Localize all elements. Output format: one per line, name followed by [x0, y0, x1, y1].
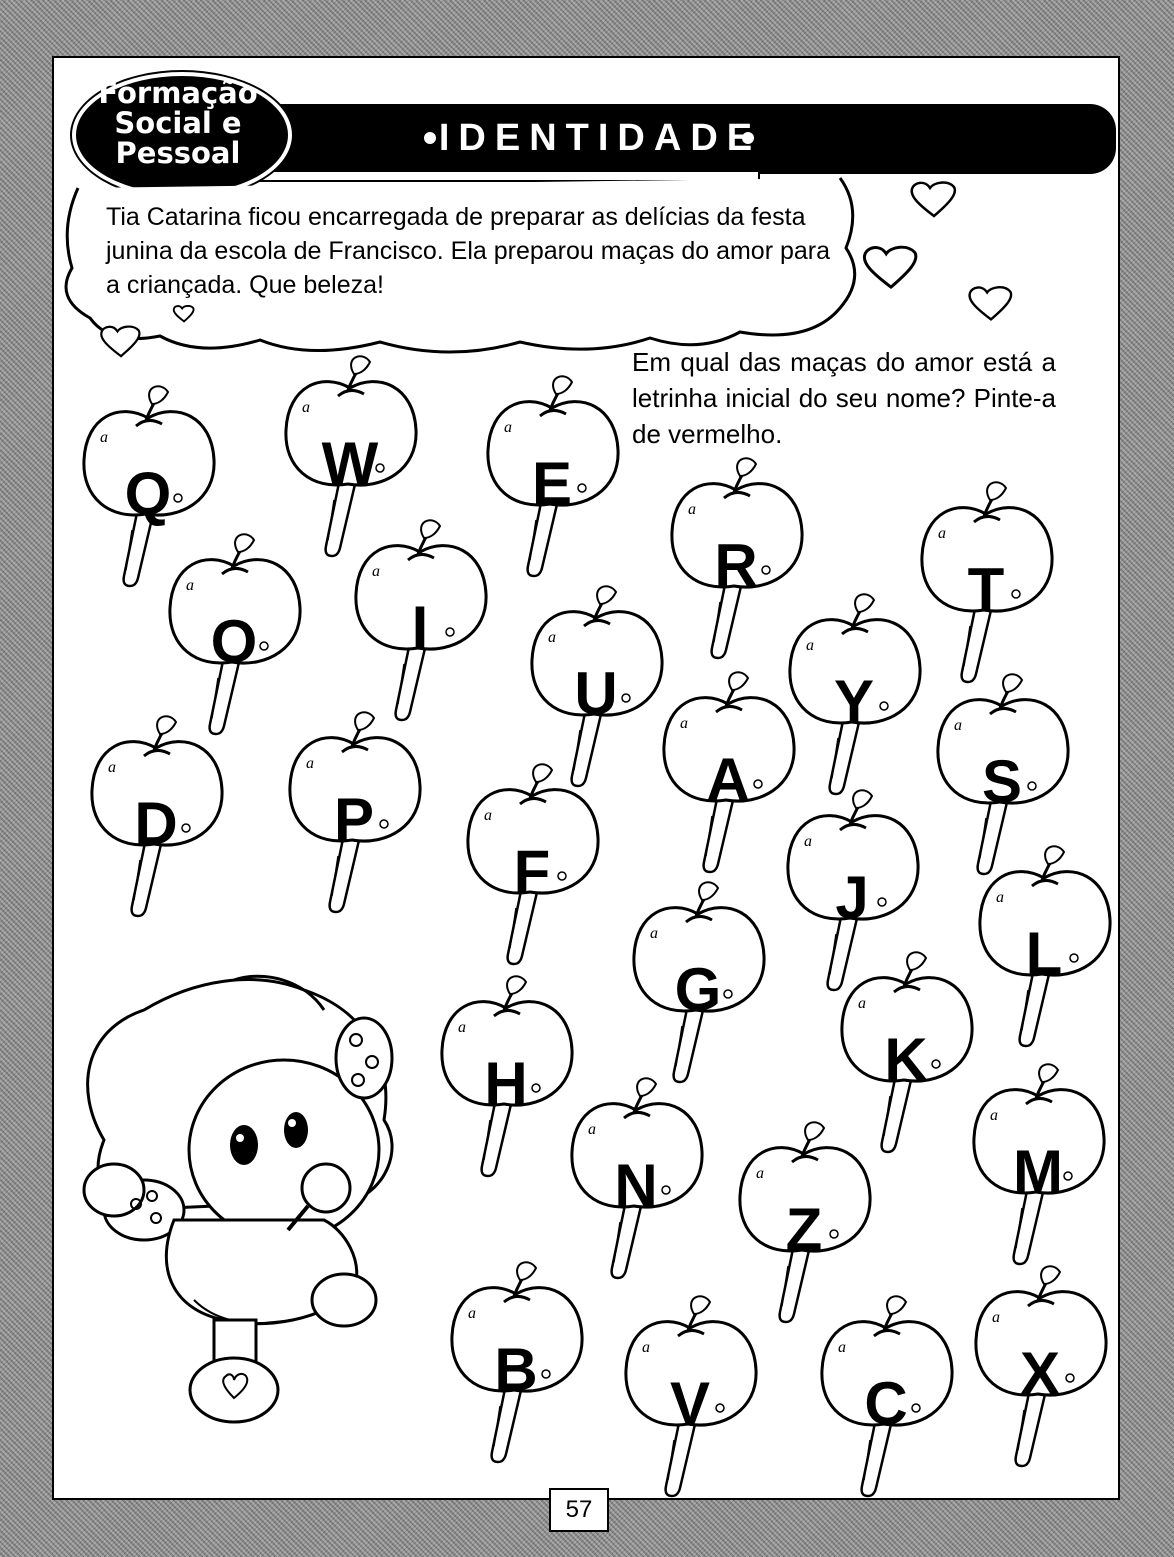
apple-letter: N [614, 1152, 658, 1219]
candy-apple-e[interactable] [484, 370, 634, 600]
svg-text:a: a [108, 759, 116, 776]
svg-text:a: a [100, 429, 108, 446]
svg-text:a: a [838, 1339, 846, 1356]
svg-text:a: a [954, 717, 962, 734]
heart-icon [860, 244, 922, 292]
svg-text:a: a [992, 1309, 1000, 1326]
apple-letter: V [669, 1370, 711, 1437]
page-title: IDENTIDADE [438, 117, 762, 159]
apple-letter: S [981, 748, 1023, 815]
svg-text:a: a [548, 629, 556, 646]
svg-text:a: a [484, 807, 492, 824]
subject-badge-label: Formação Social e Pessoal [98, 76, 258, 170]
story-paragraph: Tia Catarina ficou encarregada de preparar as delícias da festa junina da escola de Francisco. Ela preparou maças do amor para a criançada. Que beleza! [106, 203, 831, 299]
candy-apple-l[interactable] [976, 840, 1126, 1070]
candy-apple-b[interactable] [448, 1256, 598, 1486]
svg-text:a: a [372, 563, 380, 580]
svg-text:a: a [588, 1121, 596, 1138]
candy-apple-h[interactable] [438, 970, 588, 1200]
svg-text:a: a [990, 1107, 998, 1124]
apple-letter: P [333, 786, 375, 853]
apple-letter: H [484, 1050, 528, 1117]
candy-apple-v[interactable] [622, 1290, 772, 1520]
apple-letter: G [674, 956, 722, 1023]
svg-text:a: a [756, 1165, 764, 1182]
svg-text:a: a [996, 889, 1004, 906]
svg-text:a: a [468, 1305, 476, 1322]
apple-letter: B [494, 1336, 538, 1403]
svg-text:a: a [504, 419, 512, 436]
svg-text:a: a [642, 1339, 650, 1356]
apple-letter: L [1025, 920, 1063, 987]
heart-icon [966, 284, 1016, 324]
instruction-text: Em qual das maças do amor está a letrinha inicial do seu nome? Pinte-a de vermelho. [632, 347, 1056, 449]
apple-letter: A [706, 746, 750, 813]
apple-letter: O [210, 608, 258, 675]
svg-text:a: a [306, 755, 314, 772]
apple-letter: X [1019, 1340, 1061, 1407]
svg-text:a: a [938, 525, 946, 542]
apple-letter: U [574, 660, 618, 727]
candy-apple-c[interactable] [818, 1290, 968, 1520]
apple-letter: Y [833, 668, 875, 735]
apple-letter: Z [785, 1196, 823, 1263]
svg-text:a: a [688, 501, 696, 518]
candy-apple-f[interactable] [464, 758, 614, 988]
apple-letter: K [884, 1026, 928, 1093]
candy-apple-x[interactable] [972, 1260, 1122, 1490]
svg-text:a: a [650, 925, 658, 942]
svg-text:a: a [806, 637, 814, 654]
svg-text:a: a [804, 833, 812, 850]
apple-letter: J [835, 864, 869, 931]
svg-text:a: a [858, 995, 866, 1012]
apple-letter: I [411, 594, 429, 661]
apple-letter: F [513, 838, 551, 905]
girl-illustration [64, 970, 424, 1430]
heart-icon [172, 304, 196, 324]
svg-text:a: a [186, 577, 194, 594]
apple-letter: W [321, 430, 379, 497]
candy-apple-p[interactable] [286, 706, 436, 936]
apple-letter: M [1013, 1138, 1063, 1205]
apple-letter: T [967, 556, 1005, 623]
heart-icon [98, 322, 144, 362]
apple-letter: R [714, 532, 758, 599]
apple-letter: D [134, 790, 178, 857]
svg-text:a: a [302, 399, 310, 416]
svg-text:a: a [680, 715, 688, 732]
apple-letter: E [531, 450, 573, 517]
apple-letter: C [864, 1370, 908, 1437]
heart-icon [908, 180, 960, 220]
page-number: 57 [549, 1488, 609, 1532]
candy-apple-d[interactable] [88, 710, 238, 940]
apple-letter: Q [124, 460, 172, 527]
svg-text:a: a [458, 1019, 466, 1036]
candy-apple-m[interactable] [970, 1058, 1120, 1288]
